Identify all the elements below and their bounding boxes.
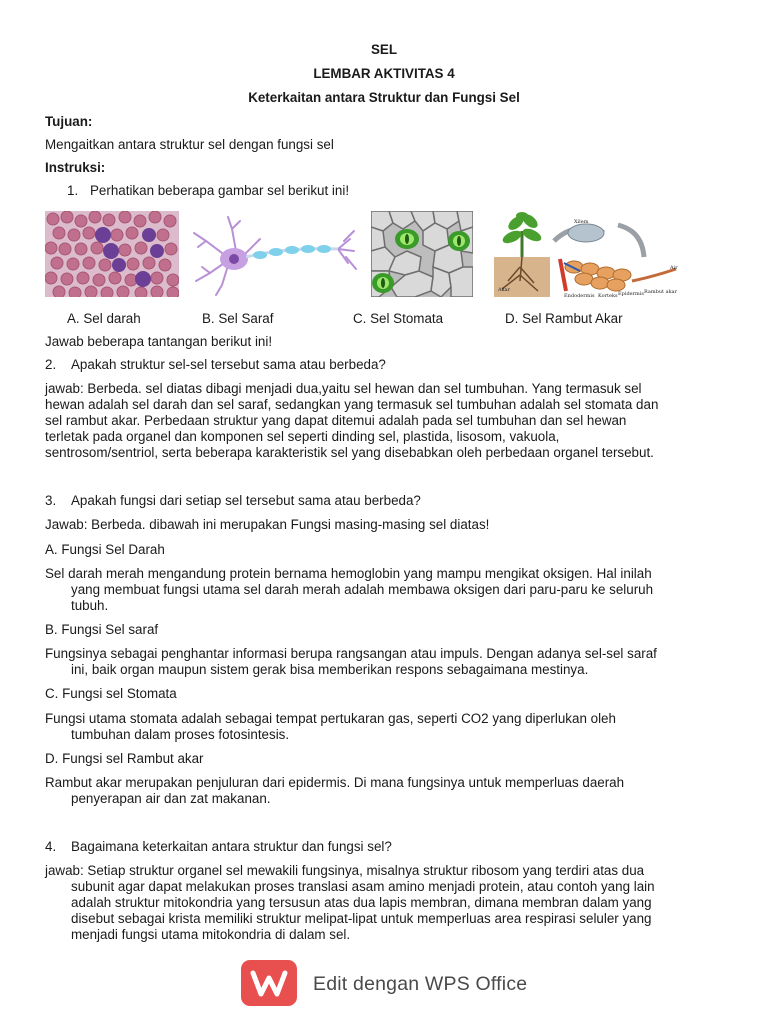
q3-d-line: penyerapan air dan zat makanan. [71,791,271,806]
doc-subtitle: LEMBAR AKTIVITAS 4 [313,66,455,81]
q2-number: 2. [45,357,57,372]
label-rambut-akar: Rambut akar [644,289,678,295]
wps-office-logo-icon[interactable] [241,960,297,1006]
goal-text: Mengaitkan antara struktur sel dengan fungsi sel [45,137,334,152]
q3-a-heading: A. Fungsi Sel Darah [45,542,165,557]
q3-c-line: tumbuhan dalam proses fotosintesis. [71,727,290,742]
q3-d-heading: D. Fungsi sel Rambut akar [45,751,204,766]
stomata-image [371,211,473,297]
nerve-cell-image [188,211,360,297]
q3-a-text [45,566,735,614]
q3-answer: Jawab: Berbeda. dibawah ini merupakan Fungsi masing-masing sel diatas! [45,517,490,532]
caption-root-hair: D. Sel Rambut Akar [505,311,623,326]
q2-answer-line: hewan adalah sel darah dan sel saraf, sedangkan yang termasuk sel tumbuhan adalah sel stomata dan [45,397,659,412]
q2-answer [45,381,735,461]
label-akar: Akar [498,287,511,293]
doc-title: SEL [370,42,398,57]
label-air: Air [670,265,678,271]
q3-b-heading: B. Fungsi Sel saraf [45,622,159,637]
q2-answer-line: sentrosom/sentriol, serta beberapa karakteristik sel yang disebabkan oleh perbedaan organel tersebut. [45,445,654,460]
q3-a-line: Sel darah merah mengandung protein bernama hemoglobin yang mampu mengikat oksigen. Hal inilah [45,566,652,581]
q3-b-text [45,646,735,678]
q4-answer-line: adalah struktur mitokondria yang tersusun atas dua lapis membran, dimana membran dalam yang [71,895,652,910]
instructions-label: Instruksi: [45,160,106,175]
q2-text: Apakah struktur sel-sel tersebut sama atau berbeda? [71,357,386,372]
q2-answer-line: terletak pada organel dan komponen sel seperti dinding sel, plastida, lisosom, vakuola, [45,429,560,444]
q3-a-line: yang membuat fungsi utama sel darah merah adalah membawa oksigen dari paru-paru ke seluruh [71,582,654,597]
q3-b-line: ini, baik organ maupun sistem gerak bisa memberikan respons sebagaimana mestinya. [71,662,589,677]
q3-number: 3. [45,493,57,508]
label-korteks: Korteks [598,293,618,297]
label-xilem: Xilem [574,219,589,225]
q3-d-line: Rambut akar merupakan penjuluran dari epidermis. Di mana fungsinya untuk memperluas daerah [45,775,625,790]
q4-answer [45,863,735,943]
q3-c-heading: C. Fungsi sel Stomata [45,686,177,701]
q4-answer-line: disebut sebagai krista memiliki struktur melipat-lipat untuk memperluas area respirasi seluler yang [71,911,652,926]
edit-with-wps-link[interactable]: Edit dengan WPS Office [313,973,528,995]
q3-c-text [45,711,735,743]
intro-text: Jawab beberapa tantangan berikut ini! [45,334,273,349]
doc-topic: Keterkaitan antara Struktur dan Fungsi Sel [248,90,520,105]
label-endodermis: Endodermis [564,293,595,297]
instruction-1-text: Perhatikan beberapa gambar sel berikut ini! [90,183,350,198]
q3-a-line: tubuh. [71,598,109,613]
q3-text: Apakah fungsi dari setiap sel tersebut sama atau berbeda? [71,493,421,508]
blood-cells-image [45,211,179,297]
q4-answer-line: menjadi fungsi utama mitokondria di dalam sel. [71,927,351,942]
q3-d-text [45,775,735,807]
q4-answer-line: jawab: Setiap struktur organel sel mewakili fungsinya, misalnya struktur ribosom yang terdiri atas dua [45,863,645,878]
q4-text: Bagaimana keterkaitan antara struktur dan fungsi sel? [71,839,392,854]
caption-stomata: C. Sel Stomata [353,311,444,326]
root-hair-image [494,211,684,297]
goal-label: Tujuan: [45,114,93,129]
instruction-1-number: 1. [67,183,79,198]
q4-answer-line: subunit agar dapat melakukan proses translasi asam amino menjadi protein, atau contoh yang lain [71,879,655,894]
q2-answer-line: jawab: Berbeda. sel diatas dibagi menjadi dua,yaitu sel hewan dan sel tumbuhan. Yang termasuk sel [45,381,642,396]
caption-blood-cell: A. Sel darah [67,311,141,326]
q2-answer-line: sel rambut akar. Perbedaan struktur yang dapat ditemui adalah pada sel tumbuhan dan sel hewan [45,413,627,428]
q3-b-line: Fungsinya sebagai penghantar informasi berupa rangsangan atau impuls. Dengan adanya sel-sel saraf [45,646,657,661]
caption-nerve-cell: B. Sel Saraf [202,311,274,326]
label-epidermis: Epidermis [618,291,644,297]
q3-c-line: Fungsi utama stomata adalah sebagai tempat pertukaran gas, seperti CO2 yang diperlukan oleh [45,711,616,726]
q4-number: 4. [45,839,57,854]
